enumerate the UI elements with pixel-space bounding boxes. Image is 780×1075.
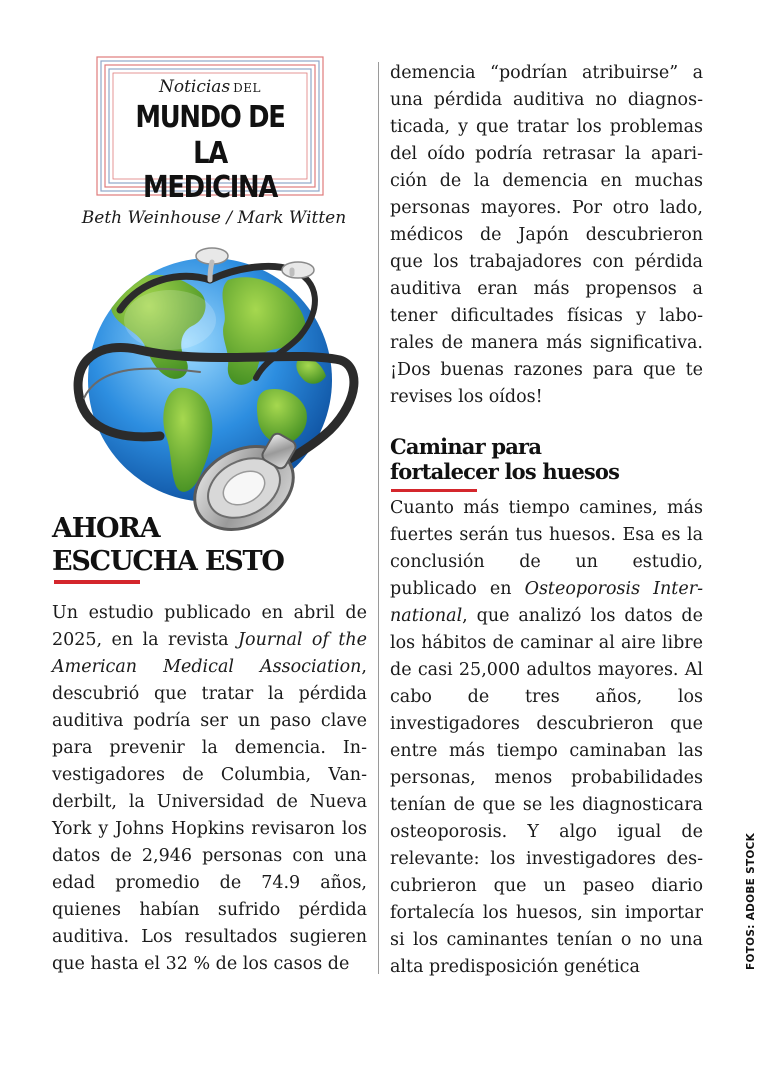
article1-body-continued [390,60,703,411]
photo-credit: FOTOS: ADOBE STOCK [745,832,757,970]
article2-headline-line2: fortalecer los huesos [390,459,620,484]
masthead-title-line1: MUNDO DE [135,100,285,135]
subhead-underline [391,489,477,492]
article1-headline [52,512,372,578]
article2-body [390,495,703,981]
column-divider [378,62,379,974]
article2-paragraph [390,495,703,981]
headline-underline [54,580,140,584]
article1-paragraph-continued: demencia “podrían atribuirse” a una pérdida auditiva no diagnosticada, y que tratar los problemas del oído podría retrasar la aparición de la demencia en muchas personas mayores. Por otro lado, médicos de Japón descubrieron que los trabajadores con pérdida auditiva eran más propensos a tener dificultades físicas y laborales de manera más significativa. ¡Dos buenas razones para que te revises los oídos! [390,63,703,407]
article1-paragraph [52,600,367,978]
article2-text-a: Cuanto más tiempo camines, más fuertes serán tus huesos. Esa es la conclusión de un estudio, publicado en [390,498,703,599]
globe-stethoscope-illustration [60,240,370,540]
article1-headline-line1: AHORA [52,513,160,544]
article1-text-b: , descubrió que tratar la pérdida auditiva podría ser un paso clave para prevenir la demencia. Investigadores de Columbia, Vanderbilt, la Universidad de Nueva York y Johns Hopkins revisaron los datos de 2,946 personas con una edad promedio de 74.9 años, quienes habían sufrido pérdida auditiva. Los resultados sugieren que hasta el 32 % de los casos de [52,657,367,974]
article1-journal-name: Journal of the American Medical Association [52,630,367,677]
article1-headline-line2: ESCUCHA ESTO [52,546,284,577]
masthead [96,56,324,205]
article2-headline-line1: Caminar para [390,434,542,459]
byline: Beth Weinhouse / Mark Witten [81,208,347,228]
masthead-kicker-italic: Noticias [158,77,231,97]
article1-text-a: Un estudio publicado en abril de 2025, en la revista [52,603,367,650]
article2-text-b: , que analizó los datos de los hábitos de caminar al aire libre de casi 25,000 adultos mayores. Al cabo de tres años, los investigadores descubrieron que entre más tiempo caminaban las personas, menos probabilidades tenían de que se les diagnosticara osteoporosis. Y algo igual de relevante: los investigadores descubrieron que un paseo diario fortalecía los huesos, sin importar si los caminantes tenían o no una alta predisposición genética [390,606,703,977]
masthead-kicker-smallcaps: DEL [233,81,262,95]
article1-body [52,600,367,978]
article2-journal-name: Osteoporosis International [390,579,703,626]
masthead-kicker [116,76,304,99]
masthead-title-line2: LA MEDICINA [142,136,278,205]
article2-headline [390,434,710,484]
